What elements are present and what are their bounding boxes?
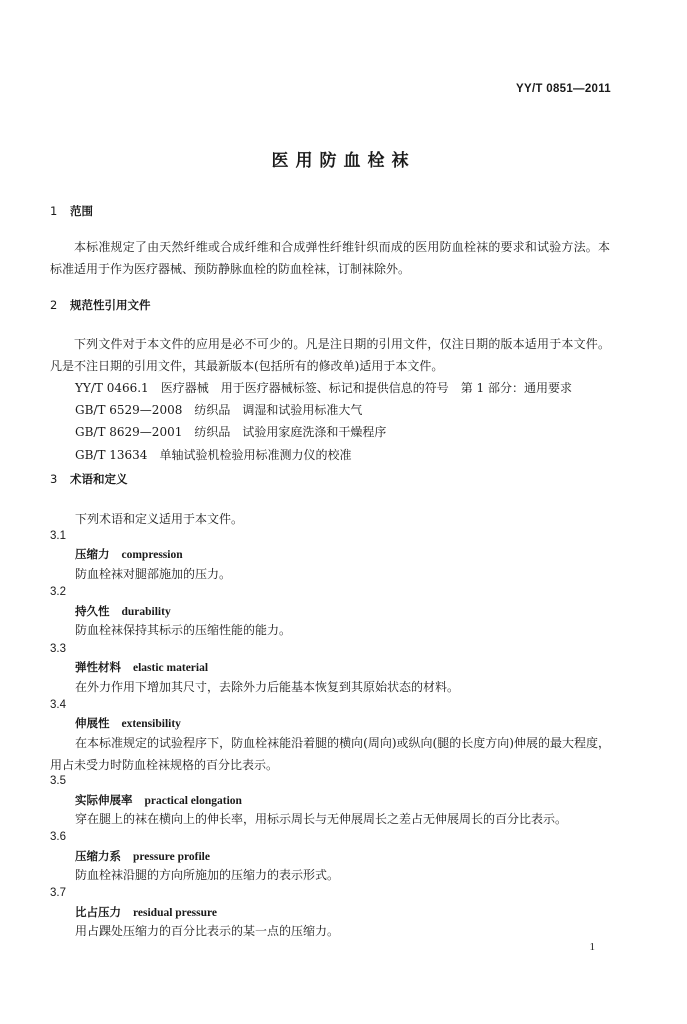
term-zh: 压缩力系 — [75, 849, 121, 863]
term-heading — [75, 659, 208, 675]
term-zh: 弹性材料 — [75, 660, 121, 674]
term-en: elastic material — [133, 662, 209, 674]
section-number: 3 — [50, 472, 58, 486]
term-heading — [75, 603, 171, 619]
term-definition: 防血栓袜沿腿的方向所施加的压缩力的表示形式。 — [75, 868, 340, 882]
term-number: 3.6 — [50, 831, 66, 843]
reference-item: YY/T 0466.1 医疗器械 用于医疗器械标签、标记和提供信息的符号 第 1 部分：通用要求 — [75, 381, 572, 395]
term-number: 3.1 — [50, 530, 66, 542]
term-definition: 在本标准规定的试验程序下，防血栓袜能沿着腿的横向(周向)或纵向(腿的长度方向)伸展的最大程度，用占未受力时防血栓袜规格的百分比表示。 — [50, 736, 610, 772]
term-number: 3.4 — [50, 699, 66, 711]
term-definition: 用占踝处压缩力的百分比表示的某一点的压缩力。 — [75, 924, 340, 938]
term-definition: 防血栓袜对腿部施加的压力。 — [75, 567, 232, 581]
term-heading — [75, 792, 242, 808]
section-heading-scope — [50, 203, 93, 219]
section-number: 2 — [50, 298, 58, 312]
reference-item: GB/T 8629—2001 纺织品 试验用家庭洗涤和干燥程序 — [75, 425, 387, 439]
term-en: practical elongation — [144, 795, 242, 807]
reference-item: GB/T 13634 单轴试验机检验用标准测力仪的校准 — [75, 448, 352, 462]
section-heading-terms — [50, 471, 128, 487]
section-heading-normative — [50, 297, 151, 313]
section-title: 范围 — [70, 204, 93, 218]
term-definition: 防血栓袜保持其标示的压缩性能的能力。 — [75, 623, 292, 637]
term-number: 3.3 — [50, 643, 66, 655]
page-number: 1 — [589, 941, 595, 953]
term-number: 3.7 — [50, 887, 66, 899]
section-number: 1 — [50, 204, 58, 218]
standard-code: YY/T 0851—2011 — [516, 83, 611, 95]
term-heading — [75, 904, 217, 920]
document-title: 医用防血栓袜 — [271, 151, 416, 171]
term-zh: 伸展性 — [75, 716, 110, 730]
term-en: durability — [121, 606, 171, 618]
term-zh: 实际伸展率 — [75, 793, 133, 807]
normative-intro-paragraph: 下列文件对于本文件的应用是必不可少的。凡是注日期的引用文件，仅注日期的版本适用于本文件。凡是不注日期的引用文件，其最新版本(包括所有的修改单)适用于本文件。 — [50, 337, 610, 373]
term-en: extensibility — [121, 718, 181, 730]
scope-paragraph: 本标准规定了由天然纤维或合成纤维和合成弹性纤维针织而成的医用防血栓袜的要求和试验方法。本标准适用于作为医疗器械、预防静脉血栓的防血栓袜，订制袜除外。 — [50, 240, 610, 276]
term-zh: 持久性 — [75, 604, 110, 618]
term-definition: 在外力作用下增加其尺寸，去除外力后能基本恢复到其原始状态的材料。 — [75, 680, 460, 694]
term-definition: 穿在腿上的袜在横向上的伸长率，用标示周长与无伸展周长之差占无伸展周长的百分比表示。 — [75, 812, 568, 826]
term-en: pressure profile — [133, 851, 210, 863]
section-title: 术语和定义 — [70, 472, 128, 486]
term-zh: 压缩力 — [75, 547, 110, 561]
terms-intro: 下列术语和定义适用于本文件。 — [75, 512, 244, 526]
term-heading — [75, 715, 181, 731]
term-heading — [75, 546, 183, 562]
term-en: residual pressure — [133, 907, 218, 919]
term-number: 3.5 — [50, 775, 66, 787]
reference-item: GB/T 6529—2008 纺织品 调湿和试验用标准大气 — [75, 403, 363, 417]
term-zh: 比占压力 — [75, 905, 121, 919]
term-number: 3.2 — [50, 586, 66, 598]
term-heading — [75, 848, 210, 864]
term-en: compression — [121, 549, 183, 561]
section-title: 规范性引用文件 — [70, 298, 151, 312]
